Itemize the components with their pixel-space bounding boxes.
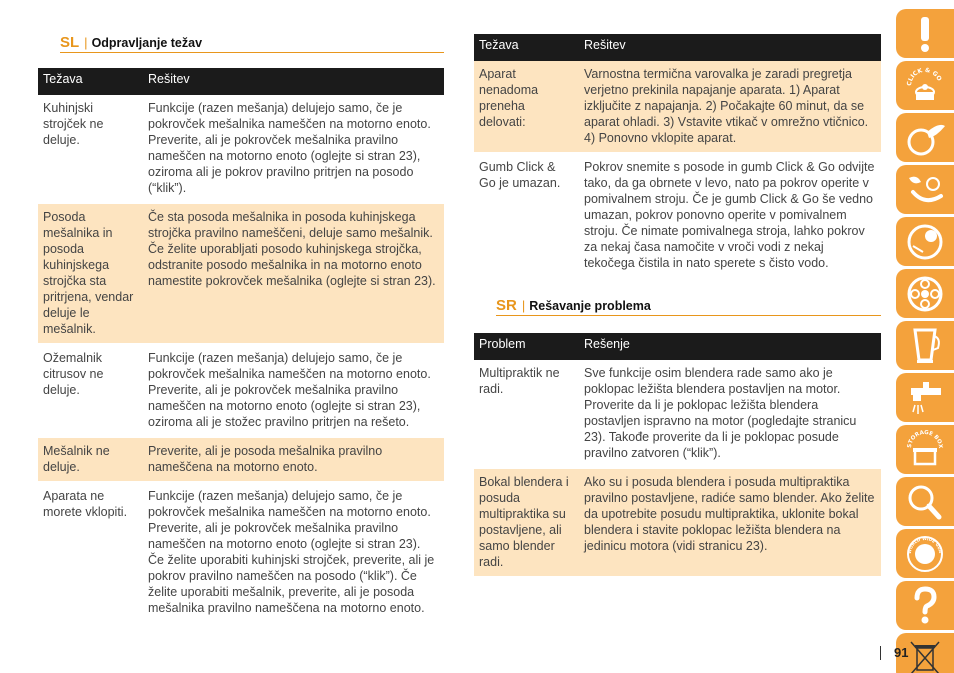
kneading-disc-icon (903, 274, 947, 314)
tab-important[interactable] (896, 9, 954, 58)
tab-grater-disc[interactable] (896, 217, 954, 266)
storage-label: STORAGE BOX (906, 429, 944, 449)
table-row (38, 344, 444, 437)
column-header-problem: Težava (474, 34, 579, 61)
tap-water-icon (903, 378, 947, 418)
column-header-solution: Rešitev (579, 34, 881, 61)
sl-heading-separator: | (84, 35, 88, 50)
sl-troubleshooting-table-continued (474, 34, 881, 279)
sr-troubleshooting-table (474, 333, 881, 578)
problem-cell: Aparat nenadoma preneha delovati: (474, 61, 579, 153)
table-row (38, 437, 444, 482)
click-and-go-icon (903, 66, 947, 106)
solution-cell: Sve funkcije osim blendera rade samo ako je poklopac ležišta blendera postavljen na motor. Proverite da li je poklopac ležišta blendera postavljen ispravno na motor (pogledajte stranicu 23). Takođe proverite da li je poklopac posude pravilno zatvoren (“klik”). (579, 360, 881, 468)
problem-cell: Kuhinjski strojček ne deluje. (38, 95, 143, 203)
problem-cell: Ožemalnik citrusov ne deluje. (38, 344, 143, 437)
tab-storage[interactable] (896, 425, 954, 474)
table-header-row (474, 34, 881, 61)
table-row (474, 360, 881, 468)
solution-cell: Funkcije (razen mešanja) delujejo samo, če je pokrovček mešalnika nameščen na motorno enoto. Preverite, ali je pokrovček mešalnika pravilno nameščen na motorno enoto (oglejte si stran 23). Če želite uporabiti kuhinjski strojček, preverite, ali je pokrov pravilno nameščen na posodo (“klik”). Če želite uporabiti mešalnik, preverite, ali je posoda mešalnika pravilno nameščena na motorno enoto. (143, 482, 444, 623)
problem-cell: Posoda mešalnika in posoda kuhinjskega strojčka sta pritrjena, vendar deluje le mešalnik. (38, 203, 143, 344)
table-row (474, 468, 881, 577)
table-header-row (38, 68, 444, 95)
problem-cell: Multipraktik ne radi. (474, 360, 579, 468)
storage-box-icon (903, 430, 947, 470)
table-row (38, 95, 444, 203)
table-row (474, 61, 881, 153)
tab-guarantee[interactable] (896, 529, 954, 578)
table-row (474, 153, 881, 278)
page-number (880, 645, 908, 660)
problem-cell: Bokal blendera i posuda multipraktika su postavljene, ali samo blender radi. (474, 468, 579, 577)
svg-text:CLICK & GO (906, 66, 943, 86)
problem-cell: Mešalnik ne deluje. (38, 437, 143, 482)
tab-blender-jar[interactable] (896, 321, 954, 370)
tab-troubleshooting-search[interactable] (896, 477, 954, 526)
shredder-icon (903, 170, 947, 210)
column-header-solution: Rešitev (143, 68, 444, 95)
sr-section-heading (496, 297, 881, 316)
tab-click-and-go[interactable] (896, 61, 954, 110)
page-number-text: 91 (894, 645, 909, 660)
solution-cell: Preverite, ali je posoda mešalnika pravilno nameščena na motorno enoto. (143, 437, 444, 482)
grater-disc-icon (903, 222, 947, 262)
table-header-row (474, 333, 881, 360)
svg-text:STORAGE BOX (907, 430, 943, 449)
tab-cleaning[interactable] (896, 373, 954, 422)
solution-cell: Če sta posoda mešalnika in posoda kuhinjskega strojčka pravilno nameščeni, deluje samo mešalnik. Če želite uporabljati posodo kuhinjskega strojčka, odstranite posodo mešalnika in na motorno enoto namestite pokrovček mešalnika (oglejte si stran 23). (143, 203, 444, 344)
solution-cell: Funkcije (razen mešanja) delujejo samo, če je pokrovček mešalnika nameščen na motorno enoto. Preverite, ali je pokrovček mešalnika pravilno nameščen na motorno enoto (oglejte si stran 23), oziroma ali je stožec pravilno pritrjen na rešeto. (143, 344, 444, 437)
sr-section-title: Rešavanje problema (529, 299, 651, 313)
sl-section-title: Odpravljanje težav (91, 36, 203, 50)
table-row (38, 203, 444, 344)
tab-kneading-disc[interactable] (896, 269, 954, 318)
table-row (38, 482, 444, 623)
sl-troubleshooting-table (38, 68, 444, 624)
page-number-divider (880, 646, 881, 660)
sl-section-heading (60, 34, 444, 53)
tab-slicer-disc[interactable] (896, 113, 954, 162)
problem-cell: Aparata ne morete vklopiti. (38, 482, 143, 623)
disposal-bin-icon (903, 638, 947, 673)
tab-questions[interactable] (896, 581, 954, 630)
tab-shredder[interactable] (896, 165, 954, 214)
blender-jar-icon (903, 326, 947, 366)
chapter-tabs-sidebar (896, 9, 954, 673)
column-header-problem: Problem (474, 333, 579, 360)
solution-cell: Ako su i posuda blendera i posuda multipraktika pravilno postavljene, radiće samo blender. Ako želite da upotrebite posudu multipraktika, uklonite bokal blendera i stavite poklopac ležišta blendera na jedinicu motora (vidi stranicu 23). (579, 468, 881, 577)
sr-language-code: SR (496, 297, 517, 314)
question-mark-icon (903, 586, 947, 626)
solution-cell: Pokrov snemite s posode in gumb Click & Go odvijte tako, da ga obrnete v levo, nato pa pokrov operite v pomivalnem stroju. Če je gumb Click & Go še vedno umazan, pokrov ponovno operite v pomivalnem stroju. Če nimate pomivalnega stroja, lahko pokrov za nekaj časa namočite v vroči vodi z nekaj tekočega čistila in nato sperete s čisto vodo. (579, 153, 881, 278)
slicer-disc-icon (903, 118, 947, 158)
problem-cell: Gumb Click & Go je umazan. (474, 153, 579, 278)
click-go-label: CLICK & GO (905, 66, 943, 86)
sl-language-code: SL (60, 34, 80, 51)
exclamation-icon (903, 14, 947, 54)
magnifier-icon (903, 482, 947, 522)
solution-cell: Funkcije (razen mešanja) delujejo samo, če je pokrovček mešalnika nameščen na motorno enoto. Preverite, ali je pokrovček mešalnika pravilno nameščen na motorno enoto (oglejte si stran 23), oziroma ali je pokrov pravilno pritrjen na posodo (“klik”). (143, 95, 444, 203)
sr-heading-separator: | (521, 298, 526, 313)
column-header-solution: Rešenje (579, 333, 881, 360)
worldwide-guarantee-icon (903, 534, 947, 574)
solution-cell: Varnostna termična varovalka je zaradi pregretja verjetno prekinila napajanje aparata. 1) Aparat izključite z napajanja. 2) Počakajte 60 minut, da se aparat ohladi. 3) Vstavite vtikač v omrežno vtičnico. 4) Ponovno vklopite aparat. (579, 61, 881, 153)
guarantee-label: WORLD WIDE GUA (906, 535, 944, 554)
column-header-problem: Težava (38, 68, 143, 95)
